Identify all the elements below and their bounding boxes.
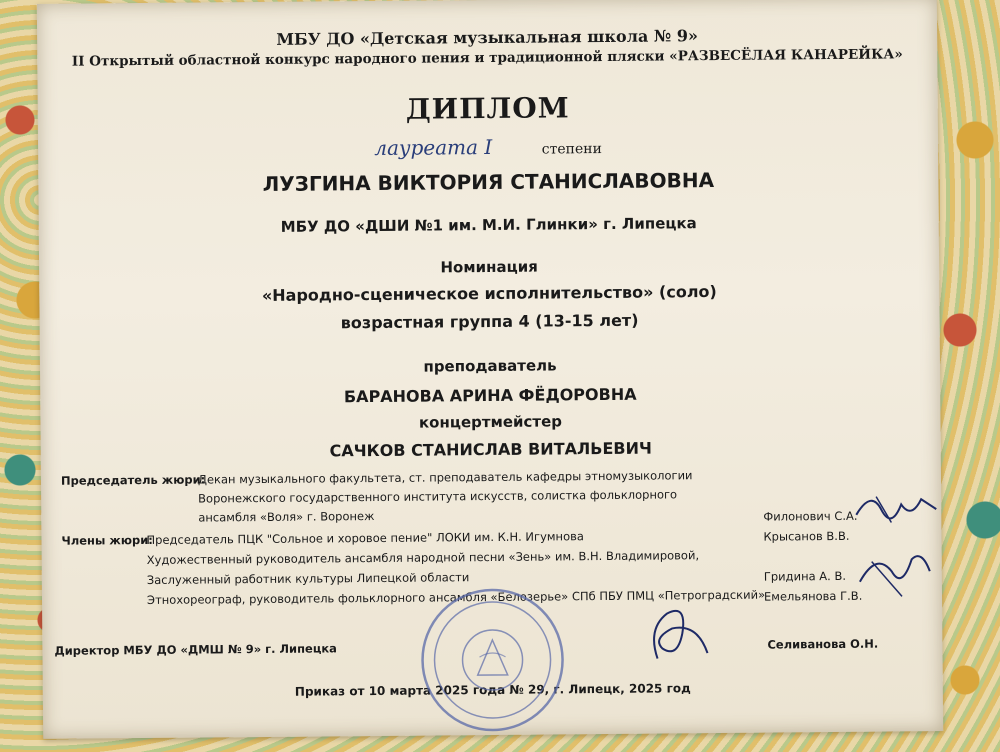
signatory-krysanov: Крысанов В.В. <box>763 528 850 544</box>
director-name: Селиванова О.Н. <box>767 636 879 652</box>
jury-member-line-4: Этнохореограф, руководитель фольклорного ансамбля «Белозерье» СПб ПБУ ПМЦ «Петроградский» <box>146 587 766 608</box>
nomination-value: «Народно-сценическое исполнительство» (соло) <box>261 282 717 305</box>
jury-chair-line-2: Воронежского государственного института искусств, солистка фольклорного <box>198 487 678 506</box>
nomination-label: Номинация <box>440 257 538 277</box>
degree-suffix: степени <box>541 141 602 158</box>
winner-name: ЛУЗГИНА ВИКТОРИЯ СТАНИСЛАВОВНА <box>262 168 715 196</box>
accompanist-label: концертмейстер <box>418 412 563 432</box>
diploma-sheet <box>37 0 943 739</box>
age-group: возрастная группа 4 (13-15 лет) <box>340 310 639 333</box>
jury-member-line-3: Заслуженный работник культуры Липецкой области <box>146 570 470 588</box>
jury-chair-label: Председатель жюри: <box>60 472 206 488</box>
school-header: МБУ ДО «Детская музыкальная школа № 9» <box>276 26 699 49</box>
degree-handwritten: лауреата I <box>374 134 493 161</box>
round-stamp-icon <box>417 584 568 735</box>
jury-chair-line-3: ансамбля «Воля» г. Воронеж <box>198 509 375 525</box>
jury-members-label: Члены жюри: <box>61 532 153 548</box>
teacher-name: БАРАНОВА АРИНА ФЁДОРОВНА <box>343 384 637 407</box>
signatory-filonovich: Филонович С.А. <box>763 508 858 524</box>
document-title: ДИПЛОМ <box>405 91 570 126</box>
jury-chair-line-1: Декан музыкального факультета, ст. преподаватель кафедры этномузыкологии <box>197 468 693 487</box>
order-line: Приказ от 10 марта 2025 года № 29, г. Липецк, 2025 год <box>294 681 691 699</box>
signatory-gridina: Гридина А. В. <box>763 568 847 584</box>
accompanist-name: САЧКОВ СТАНИСЛАВ ВИТАЛЬЕВИЧ <box>329 438 652 461</box>
winner-institution: МБУ ДО «ДШИ №1 им. М.И. Глинки» г. Липецка <box>280 214 697 236</box>
jury-member-line-1: Председатель ПЦК "Сольное и хоровое пение" ЛОКИ им. К.Н. Игумнова <box>146 529 584 548</box>
degree-row <box>38 131 938 163</box>
signatory-emelyanova: Емельянова Г.В. <box>763 588 863 604</box>
signature-gridina-icon <box>852 541 938 602</box>
director-label: Директор МБУ ДО «ДМШ № 9» г. Липецка <box>54 641 337 658</box>
signature-director-icon <box>637 598 718 679</box>
contest-line: II Открытый областной конкурс народного пения и традиционной пляски «РАЗВЕСЁЛАЯ КАНАРЕЙКА» <box>71 46 903 70</box>
teacher-label: преподаватель <box>423 356 557 376</box>
jury-member-line-2: Художественный руководитель ансамбля народной песни «Зень» им. В.Н. Владимировой, <box>146 548 700 568</box>
signature-filonovich-icon <box>851 484 941 530</box>
